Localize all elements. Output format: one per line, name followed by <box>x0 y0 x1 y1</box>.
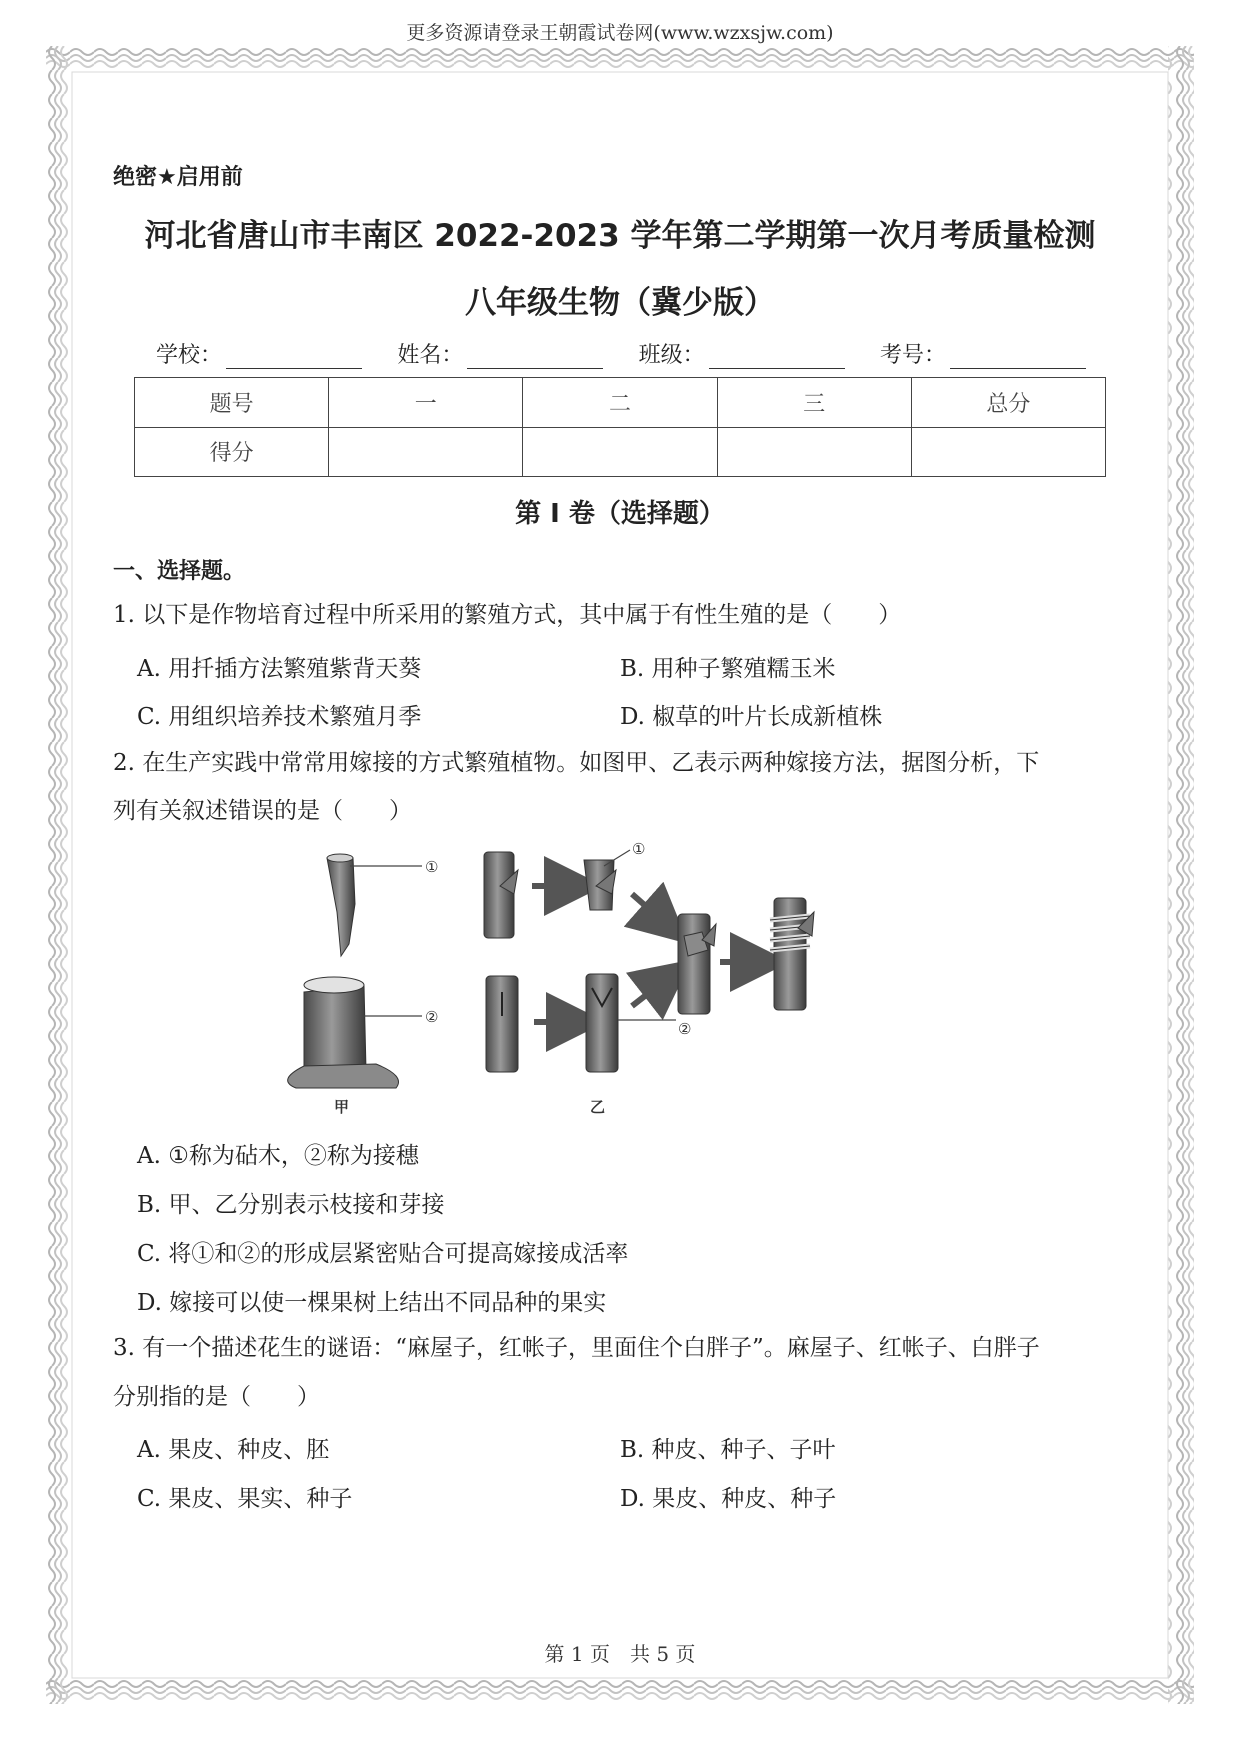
figure-label-yi: 乙 <box>590 1098 606 1116</box>
volume-title: 第 I 卷（选择题） <box>515 499 725 529</box>
class-field[interactable] <box>639 338 845 369</box>
school-field[interactable] <box>156 338 362 369</box>
figure-label-jia: 甲 <box>334 1098 350 1116</box>
question-3-option-a: A. 果皮、种皮、胚 <box>137 1437 330 1463</box>
yi-arrow-3 <box>632 894 666 924</box>
section-title: 一、选择题。 <box>113 559 246 584</box>
student-info-row <box>156 338 1086 369</box>
question-3-option-d: D. 果皮、种皮、种子 <box>620 1486 837 1512</box>
score-header-cell: 一 <box>329 378 523 428</box>
question-3-stem: 3. 有一个描述花生的谜语：“麻屋子，红帐子，里面住个白胖子”。麻屋子、红帐子、白胖子 <box>113 1335 1040 1361</box>
score-table-score-row <box>135 427 1106 477</box>
score-cell[interactable] <box>717 427 911 477</box>
yi-marker-2: ② <box>678 1020 692 1038</box>
exam-subtitle: 八年级生物（冀少版） <box>465 285 775 321</box>
question-1-option-d: D. 椒草的叶片长成新植株 <box>620 704 883 730</box>
question-2-option-b: B. 甲、乙分别表示枝接和芽接 <box>137 1192 445 1218</box>
jia-rootstock <box>288 977 399 1088</box>
score-row-label: 得分 <box>135 427 329 477</box>
class-label: 班级： <box>638 343 705 368</box>
exam-number-blank[interactable] <box>950 342 1086 369</box>
question-2-option-a: A. ①称为砧木，②称为接穗 <box>137 1143 419 1169</box>
jia-marker-1: ① <box>425 858 439 876</box>
yi-bud-inserted <box>678 914 716 1014</box>
exam-number-label: 考号： <box>879 343 946 368</box>
question-1-option-a: A. 用扦插方法繁殖紫背天葵 <box>137 656 422 682</box>
question-1-stem: 1. 以下是作物培育过程中所采用的繁殖方式，其中属于有性生殖的是（ ） <box>113 602 902 628</box>
question-3-stem-cont: 分别指的是（ ） <box>113 1384 320 1410</box>
name-field[interactable] <box>397 338 603 369</box>
yi-bud-stick <box>484 852 518 938</box>
school-blank[interactable] <box>226 342 362 369</box>
yi-arrow-4 <box>632 978 668 1006</box>
name-label: 姓名： <box>397 343 464 368</box>
yi-stock-before <box>486 976 518 1072</box>
score-cell[interactable] <box>523 427 717 477</box>
score-cell[interactable] <box>911 427 1105 477</box>
score-cell[interactable] <box>329 427 523 477</box>
yi-stock-cut <box>586 974 618 1072</box>
score-header-cell: 二 <box>523 378 717 428</box>
question-1-option-c: C. 用组织培养技术繁殖月季 <box>137 704 422 730</box>
class-blank[interactable] <box>709 342 845 369</box>
yi-bud-chip <box>584 860 616 910</box>
score-header-cell: 总分 <box>911 378 1105 428</box>
jia-marker-2: ② <box>425 1008 439 1026</box>
school-label: 学校： <box>156 343 223 368</box>
exam-number-field[interactable] <box>880 338 1086 369</box>
header-note: 更多资源请登录王朝霞试卷网(www.wzxsjw.com) <box>406 22 834 44</box>
question-3-option-b: B. 种皮、种子、子叶 <box>620 1437 836 1463</box>
page-footer: 第 1 页 共 5 页 <box>544 1642 696 1666</box>
question-3-option-c: C. 果皮、果实、种子 <box>137 1486 353 1512</box>
exam-title: 河北省唐山市丰南区 2022-2023 学年第二学期第一次月考质量检测 <box>144 218 1096 254</box>
score-header-cell: 三 <box>717 378 911 428</box>
grafting-figure <box>336 840 912 1116</box>
question-2-option-c: C. 将①和②的形成层紧密贴合可提高嫁接成活率 <box>137 1241 629 1267</box>
score-table <box>134 377 1106 477</box>
question-2-stem-cont: 列有关叙述错误的是（ ） <box>113 798 412 824</box>
question-1-option-b: B. 用种子繁殖糯玉米 <box>620 656 836 682</box>
question-2-stem: 2. 在生产实践中常常用嫁接的方式繁殖植物。如图甲、乙表示两种嫁接方法，据图分析，下 <box>113 750 1040 776</box>
question-2-option-d: D. 嫁接可以使一棵果树上结出不同品种的果实 <box>137 1290 607 1316</box>
secret-label: 绝密★启用前 <box>113 165 243 190</box>
score-table-header-row <box>135 378 1106 428</box>
yi-marker-1: ① <box>632 840 646 858</box>
score-header-cell: 题号 <box>135 378 329 428</box>
yi-leader-1 <box>604 850 630 866</box>
name-blank[interactable] <box>467 342 603 369</box>
yi-bound-graft <box>770 898 814 1010</box>
